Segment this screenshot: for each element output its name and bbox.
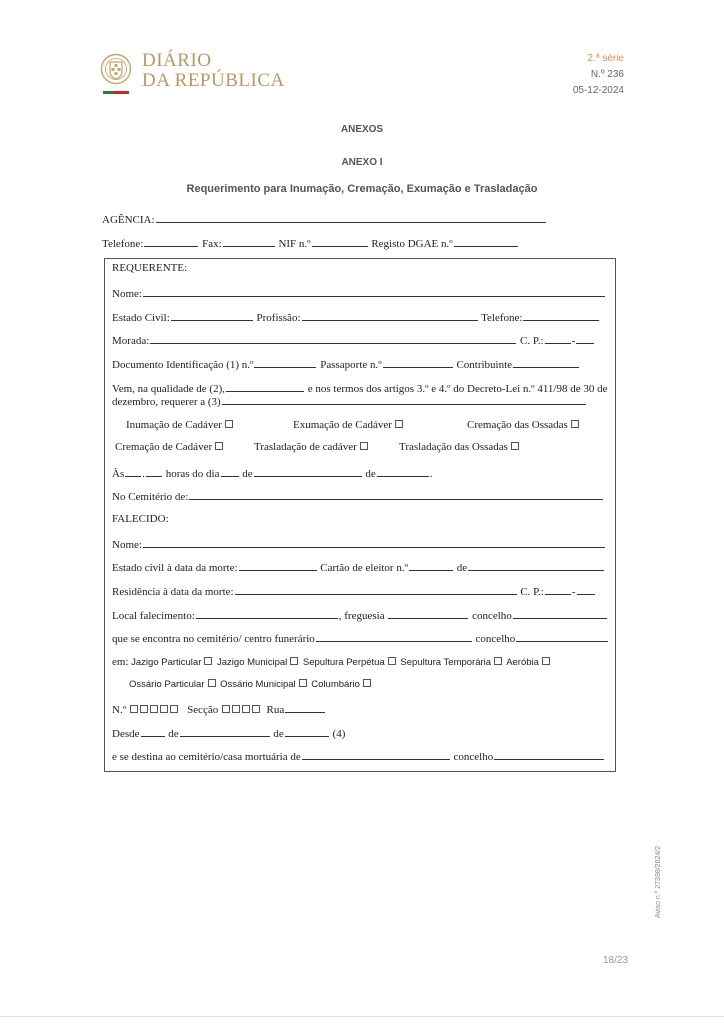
agency-nif-field[interactable] (312, 236, 368, 247)
flag-bar (103, 91, 129, 94)
residence-label: Residência à data da morte: (112, 586, 234, 598)
option-trasladacao-ossadas-label: Trasladação das Ossadas (399, 441, 508, 453)
since-row (112, 726, 345, 740)
option-cremacao-cadaver-label: Cremação de Cadáver (115, 441, 213, 453)
footer-divider (0, 1016, 724, 1017)
ossario-particular-checkbox[interactable] (208, 679, 216, 687)
agency-contacts-row (102, 236, 519, 250)
profession-label: Profissão: (256, 312, 301, 324)
option-cremacao-ossadas[interactable] (467, 419, 581, 431)
option-trasladacao-cadaver-checkbox[interactable] (360, 442, 368, 450)
coat-of-arms-logo (100, 53, 132, 85)
civil-status-label: Estado Civil: (112, 312, 170, 324)
aerobia-checkbox[interactable] (542, 657, 550, 665)
postal-code-field-1[interactable] (545, 333, 571, 344)
destination-label: e se destina ao cemitério/casa mortuária de (112, 751, 301, 763)
id-doc-label: Documento Identificação (1) n.º (112, 359, 254, 371)
since-of-label-1: de (168, 728, 179, 740)
header-meta (573, 51, 624, 99)
parish-field[interactable] (388, 608, 468, 619)
destination-row (112, 749, 605, 763)
address-label: Morada: (112, 335, 150, 347)
deceased-civil-field[interactable] (239, 560, 317, 571)
cemetery-row (112, 489, 604, 503)
capacity-field[interactable] (226, 381, 304, 392)
death-place-row (112, 608, 608, 622)
deceased-name-row (112, 537, 606, 551)
hours-of-day-label: horas do dia (165, 468, 220, 480)
request-line-2 (112, 394, 587, 408)
since-year-field[interactable] (285, 726, 329, 737)
hour-field[interactable] (125, 466, 141, 477)
voter-card-place-field[interactable] (468, 560, 604, 571)
residence-field[interactable] (235, 584, 517, 595)
at-label: Às (112, 468, 125, 480)
issue-number: N.º 236 (590, 69, 624, 80)
county-label-3: concelho (453, 751, 494, 763)
sepultura-temporaria-checkbox[interactable] (494, 657, 502, 665)
agency-phone-field[interactable] (144, 236, 198, 247)
option-exumacao-label: Exumação de Cadáver (293, 419, 392, 431)
since-label: Desde (112, 728, 140, 740)
agency-dgae-label: Registo DGAE n.º (371, 238, 453, 250)
sepultura-temporaria-label: Sepultura Temporária (400, 657, 492, 668)
passport-field[interactable] (383, 357, 453, 368)
side-note (655, 838, 675, 928)
address-field[interactable] (150, 333, 516, 344)
section-title: ANEXOS (340, 124, 384, 135)
name-row (112, 286, 606, 300)
cemetery-label: No Cemitério de: (112, 491, 189, 503)
profession-field[interactable] (302, 310, 478, 321)
option-cremacao-cadaver-checkbox[interactable] (215, 442, 223, 450)
parish-label: , freguesia (338, 610, 385, 622)
page-number: 18/23 (602, 955, 628, 966)
burial-type-row-2 (129, 679, 373, 690)
located-label: que se encontra no cemitério/ centro funerário (112, 633, 315, 645)
cemetery-field[interactable] (189, 489, 603, 500)
option-trasladacao-cadaver-label: Trasladação de cadáver (254, 441, 357, 453)
form-title: Requerimento para Inumação, Cremação, Exumação e Trasladação (186, 183, 538, 195)
jazigo-particular-checkbox[interactable] (204, 657, 212, 665)
since-month-field[interactable] (180, 726, 270, 737)
deceased-postal-field-1[interactable] (545, 584, 571, 595)
request-text-c: dezembro, requerer a (3) (112, 396, 221, 408)
county-label-2: concelho (475, 633, 516, 645)
deceased-civil-label: Estado civil à data da morte: (112, 562, 238, 574)
voter-card-of-label: de (456, 562, 468, 574)
agency-fax-field[interactable] (223, 236, 275, 247)
of-label-2: de (365, 468, 376, 480)
request-text-a: Vem, na qualidade de (2), (112, 383, 226, 395)
issue-date: 05-12-2024 (572, 85, 624, 96)
option-inumacao-label: Inumação de Cadáver (126, 419, 222, 431)
deceased-name-field[interactable] (143, 537, 605, 548)
option-trasladacao-ossadas-checkbox[interactable] (511, 442, 519, 450)
agency-row (102, 212, 547, 226)
county-field-1[interactable] (513, 608, 607, 619)
option-cremacao-ossadas-label: Cremação das Ossadas (467, 419, 568, 431)
voter-card-field[interactable] (409, 560, 453, 571)
phone-label: Telefone: (481, 312, 523, 324)
id-row (112, 357, 580, 371)
note-4: (4) (332, 728, 346, 740)
minute-field[interactable] (146, 466, 162, 477)
brand-title-line1: DIÁRIO (142, 50, 212, 71)
number-label: N.º (112, 704, 127, 716)
taxpayer-field[interactable] (513, 357, 579, 368)
of-label-1: de (242, 468, 253, 480)
agency-phone-label: Telefone: (102, 238, 144, 250)
section-boxes[interactable] (221, 704, 261, 716)
civil-status-row (112, 310, 600, 324)
option-inumacao-checkbox[interactable] (225, 420, 233, 428)
destination-field[interactable] (302, 749, 450, 760)
request-line-1 (112, 381, 608, 395)
jazigo-municipal-label: Jazigo Municipal (217, 657, 288, 668)
deceased-postal-label: C. P.: (520, 586, 544, 598)
agency-label: AGÊNCIA: (102, 214, 155, 226)
deceased-name-label: Nome: (112, 539, 142, 551)
death-place-label: Local falecimento: (112, 610, 195, 622)
ossario-particular-label: Ossário Particular (129, 679, 205, 690)
falecido-heading: FALECIDO: (112, 513, 169, 525)
taxpayer-label: Contribuinte (456, 359, 513, 371)
passport-label: Passaporte n.º (320, 359, 382, 371)
number-boxes[interactable] (129, 704, 179, 716)
residence-row: Residência à data da morte: C. P.: - (112, 584, 596, 598)
year-field[interactable] (377, 466, 429, 477)
requerente-heading: REQUERENTE: (112, 262, 188, 274)
agency-dgae-field[interactable] (454, 236, 518, 247)
side-note-text: Aviso n.º 27398/2024/2 (655, 845, 662, 918)
annex-title: ANEXO I (341, 157, 383, 168)
ossario-municipal-checkbox[interactable] (299, 679, 307, 687)
jazigo-particular-label: Jazigo Particular (131, 657, 202, 668)
county-field-2[interactable] (516, 631, 608, 642)
columbario-checkbox[interactable] (363, 679, 371, 687)
name-label: Nome: (112, 288, 142, 300)
burial-type-row-1 (112, 656, 552, 668)
option-exumacao-checkbox[interactable] (395, 420, 403, 428)
name-field[interactable] (143, 286, 605, 297)
section-label: Secção (187, 704, 219, 716)
datetime-row: Às . horas do dia de de . (112, 468, 433, 480)
option-exumacao[interactable] (293, 419, 405, 431)
in-label: em: (112, 656, 129, 668)
located-field[interactable] (316, 631, 472, 642)
agency-fax-label: Fax: (202, 238, 222, 250)
sepultura-perpetua-label: Sepultura Perpétua (302, 657, 385, 668)
option-cremacao-ossadas-checkbox[interactable] (571, 420, 579, 428)
aerobia-label: Aeróbia (506, 657, 539, 668)
deceased-civil-row (112, 560, 605, 574)
civil-status-field[interactable] (171, 310, 253, 321)
option-trasladacao-ossadas[interactable] (399, 441, 521, 453)
option-cremacao-cadaver[interactable] (115, 441, 225, 453)
since-of-label-2: de (273, 728, 284, 740)
agency-field[interactable] (156, 212, 546, 223)
month-field[interactable] (254, 466, 362, 477)
death-place-field[interactable] (196, 608, 338, 619)
street-label: Rua (266, 704, 285, 716)
sepultura-perpetua-checkbox[interactable] (388, 657, 396, 665)
since-day-field[interactable] (141, 726, 165, 737)
request-type-field[interactable] (222, 394, 586, 405)
county-label-1: concelho (472, 610, 512, 622)
option-trasladacao-cadaver[interactable] (254, 441, 370, 453)
deceased-postal-field-2[interactable] (577, 584, 595, 595)
request-text-b: e nos termos dos artigos 3.º e 4.º do Decreto-Lei n.º 411/98 de 30 de (307, 383, 608, 395)
columbario-label: Columbário (311, 679, 360, 690)
location-numbers-row (112, 702, 326, 716)
address-row: Morada: C. P.: - (112, 333, 595, 347)
option-inumacao[interactable] (126, 419, 235, 431)
phone-field[interactable] (523, 310, 599, 321)
street-field[interactable] (285, 702, 325, 713)
jazigo-municipal-checkbox[interactable] (290, 657, 298, 665)
id-doc-field[interactable] (254, 357, 316, 368)
located-row (112, 631, 609, 645)
postal-code-field-2[interactable] (576, 333, 594, 344)
postal-code-label: C. P.: (520, 335, 544, 347)
day-field[interactable] (221, 466, 239, 477)
county-field-3[interactable] (494, 749, 604, 760)
agency-nif-label: NIF n.º (278, 238, 311, 250)
voter-card-label: Cartão de eleitor n.º (320, 562, 409, 574)
ossario-municipal-label: Ossário Municipal (220, 679, 296, 690)
serie-label: 2.ª série (587, 53, 624, 64)
brand-title-line2: DA REPÚBLICA (142, 70, 285, 91)
